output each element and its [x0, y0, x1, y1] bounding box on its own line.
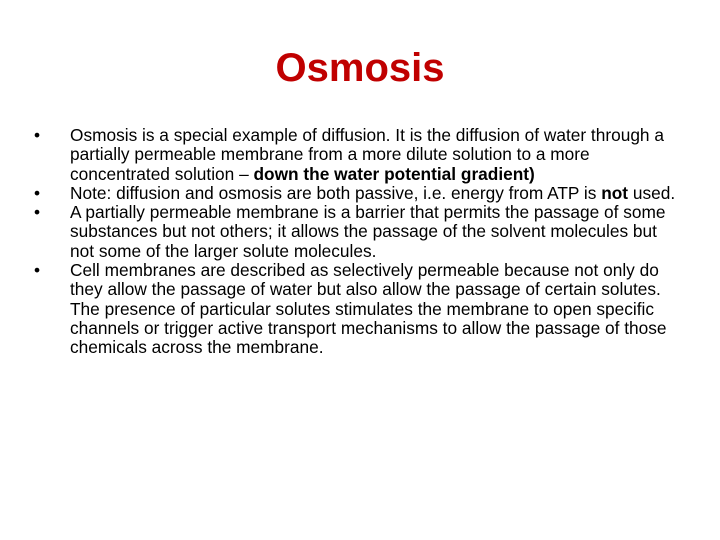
bullet-symbol: • — [34, 182, 41, 203]
bullet-text: A partially permeable membrane is a barrier that permits the passage of some substances but not others; it allows the passage of the solvent molecules but not some of the larger solute molecules. — [70, 202, 666, 261]
bullet-emphasis: not — [601, 182, 629, 203]
bullet-symbol: • — [34, 260, 41, 281]
bullet-text: Cell membranes are described as selectively permeable because not only do they allow the passage of water but also allow the passage of certain solutes. The presence of particular solutes stimulates the membrane to open specific channels or trigger active transport mechanisms to allow the passage of those chemicals across the membrane. — [70, 260, 667, 358]
bullet-symbol: • — [34, 202, 41, 223]
bullet-list — [34, 126, 682, 358]
bullet-text: Note: diffusion and osmosis are both passive, i.e. energy from ATP is — [70, 182, 602, 203]
bullet-text: used. — [628, 182, 676, 203]
bullet-symbol: • — [34, 125, 41, 145]
bullet-item-osmosis-definition — [34, 126, 682, 184]
slide-title: Osmosis — [275, 46, 445, 90]
bullet-emphasis: down the water potential gradient) — [253, 163, 535, 184]
bullet-item-selectively-permeable — [34, 261, 682, 357]
bullet-item-passive-note — [34, 184, 682, 203]
bullet-item-partially-permeable — [34, 203, 682, 261]
bullet-text: Osmosis is a special example of diffusion. It is the diffusion of water through a partially permeable membrane from a more dilute solution to a more concentrated solution – — [70, 125, 664, 184]
